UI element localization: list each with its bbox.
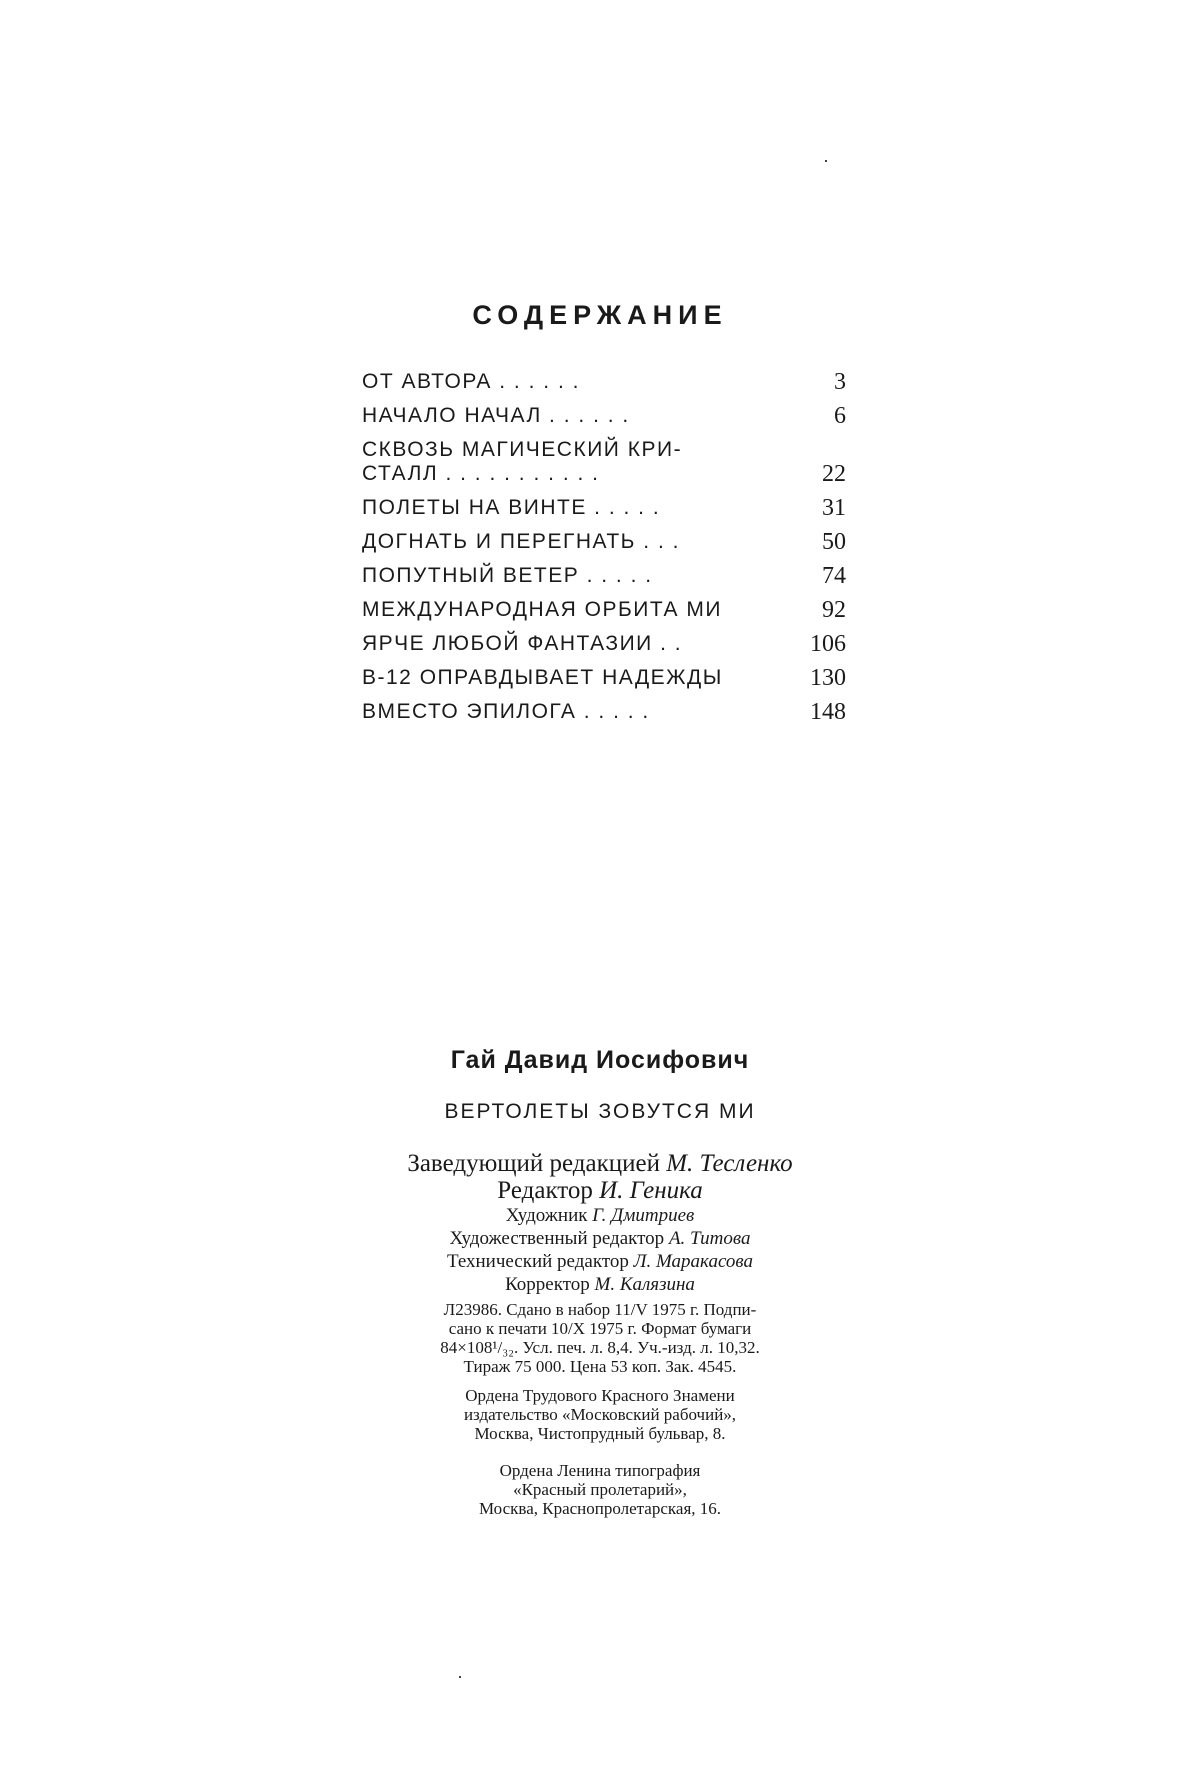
- print-details-line: Тираж 75 000. Цена 53 коп. Зак. 4545.: [463, 1357, 737, 1376]
- publisher-line: Ордена Трудового Красного Знамени: [465, 1386, 735, 1405]
- credit-person: М. Калязина: [594, 1274, 695, 1295]
- credit-person: Г. Дмитриев: [592, 1205, 695, 1226]
- toc-entry-title: ОТ АВТОРА . . . . . .: [362, 370, 580, 393]
- toc-entry-title: ПОПУТНЫЙ ВЕТЕР . . . . .: [362, 564, 653, 587]
- credit-role: Корректор: [505, 1274, 590, 1295]
- credits-block: [0, 1150, 1200, 1296]
- toc-entry: [362, 656, 846, 690]
- publisher-line: Москва, Чистопрудный бульвар, 8.: [474, 1424, 726, 1443]
- print-details-line: 84×108¹/₃₂. Усл. печ. л. 8,4. Уч.-изд. л. 10,32.: [440, 1338, 760, 1357]
- toc-entry-title: МЕЖДУНАРОДНАЯ ОРБИТА МИ: [362, 598, 722, 621]
- credit-person: А. Титова: [668, 1228, 751, 1249]
- credit-line: [0, 1177, 1200, 1204]
- toc-entry: [362, 690, 846, 724]
- credit-role: Художник: [505, 1205, 588, 1226]
- credit-line: [0, 1150, 1200, 1177]
- publication-info: [0, 1300, 1200, 1528]
- credit-role: Технический редактор: [446, 1251, 629, 1272]
- toc-entry-page: 22: [822, 461, 846, 487]
- speck-bottom: [459, 1676, 461, 1678]
- toc-entry-title: ДОГНАТЬ И ПЕРЕГНАТЬ . . .: [362, 530, 680, 553]
- printer-line: «Красный пролетарий»,: [513, 1480, 687, 1499]
- toc-entry-title: ЯРЧЕ ЛЮБОЙ ФАНТАЗИИ . .: [362, 632, 683, 655]
- credit-person: Л. Маракасова: [633, 1251, 754, 1272]
- credit-role: Редактор: [497, 1177, 593, 1204]
- credit-role: Заведующий редакцией: [407, 1150, 660, 1177]
- table-of-contents: [362, 360, 846, 724]
- toc-entry-title: ПОЛЕТЫ НА ВИНТЕ . . . . .: [362, 496, 661, 519]
- print-details-line: Л23986. Сдано в набор 11/V 1975 г. Подпи-: [443, 1300, 757, 1319]
- printer-line: Москва, Краснопролетарская, 16.: [478, 1499, 722, 1518]
- toc-entry: [362, 486, 846, 520]
- toc-entry-title: В-12 ОПРАВДЫВАЕТ НАДЕЖДЫ: [362, 666, 723, 689]
- credit-line: [0, 1250, 1200, 1273]
- toc-entry-page: 92: [822, 597, 846, 623]
- print-details: [0, 1300, 1200, 1376]
- credit-person: И. Геника: [599, 1177, 703, 1204]
- toc-entry-title: ВМЕСТО ЭПИЛОГА . . . . .: [362, 700, 650, 723]
- credit-line: [0, 1273, 1200, 1296]
- printer-info: [0, 1461, 1200, 1518]
- printer-line: Ордена Ленина типография: [499, 1461, 701, 1480]
- toc-heading: СОДЕРЖАНИЕ: [472, 300, 728, 330]
- toc-entry-page: 106: [810, 631, 846, 657]
- toc-entry: [362, 622, 846, 656]
- print-details-line: сано к печати 10/X 1975 г. Формат бумаги: [448, 1319, 752, 1338]
- speck-top: [825, 160, 827, 162]
- publisher-line: издательство «Московский рабочий»,: [463, 1405, 737, 1424]
- toc-entry: [362, 394, 846, 428]
- publisher-info: [0, 1386, 1200, 1443]
- toc-entry-title: НАЧАЛО НАЧАЛ . . . . . .: [362, 404, 630, 427]
- toc-entry: [362, 554, 846, 588]
- toc-entry-page: 31: [822, 495, 846, 521]
- toc-entry: [362, 360, 846, 394]
- credit-line: [0, 1227, 1200, 1250]
- toc-entry-page: 6: [834, 403, 846, 429]
- toc-entry-page: 74: [822, 563, 846, 589]
- toc-entry-page: 3: [834, 369, 846, 395]
- toc-entry: [362, 428, 846, 486]
- toc-entry: [362, 520, 846, 554]
- toc-entry-title: СКВОЗЬ МАГИЧЕСКИЙ КРИ- СТАЛЛ . . . . . . . . . . .: [362, 438, 683, 485]
- toc-entry: [362, 588, 846, 622]
- credit-role: Художественный редактор: [449, 1228, 665, 1249]
- author-name: Гай Давид Иосифович: [450, 1046, 750, 1074]
- credit-line: [0, 1204, 1200, 1227]
- toc-entry-page: 130: [810, 665, 846, 691]
- book-title: ВЕРТОЛЕТЫ ЗОВУТСЯ МИ: [444, 1100, 756, 1123]
- toc-entry-page: 50: [822, 529, 846, 555]
- credit-person: М. Тесленко: [666, 1150, 793, 1177]
- toc-entry-page: 148: [810, 699, 846, 725]
